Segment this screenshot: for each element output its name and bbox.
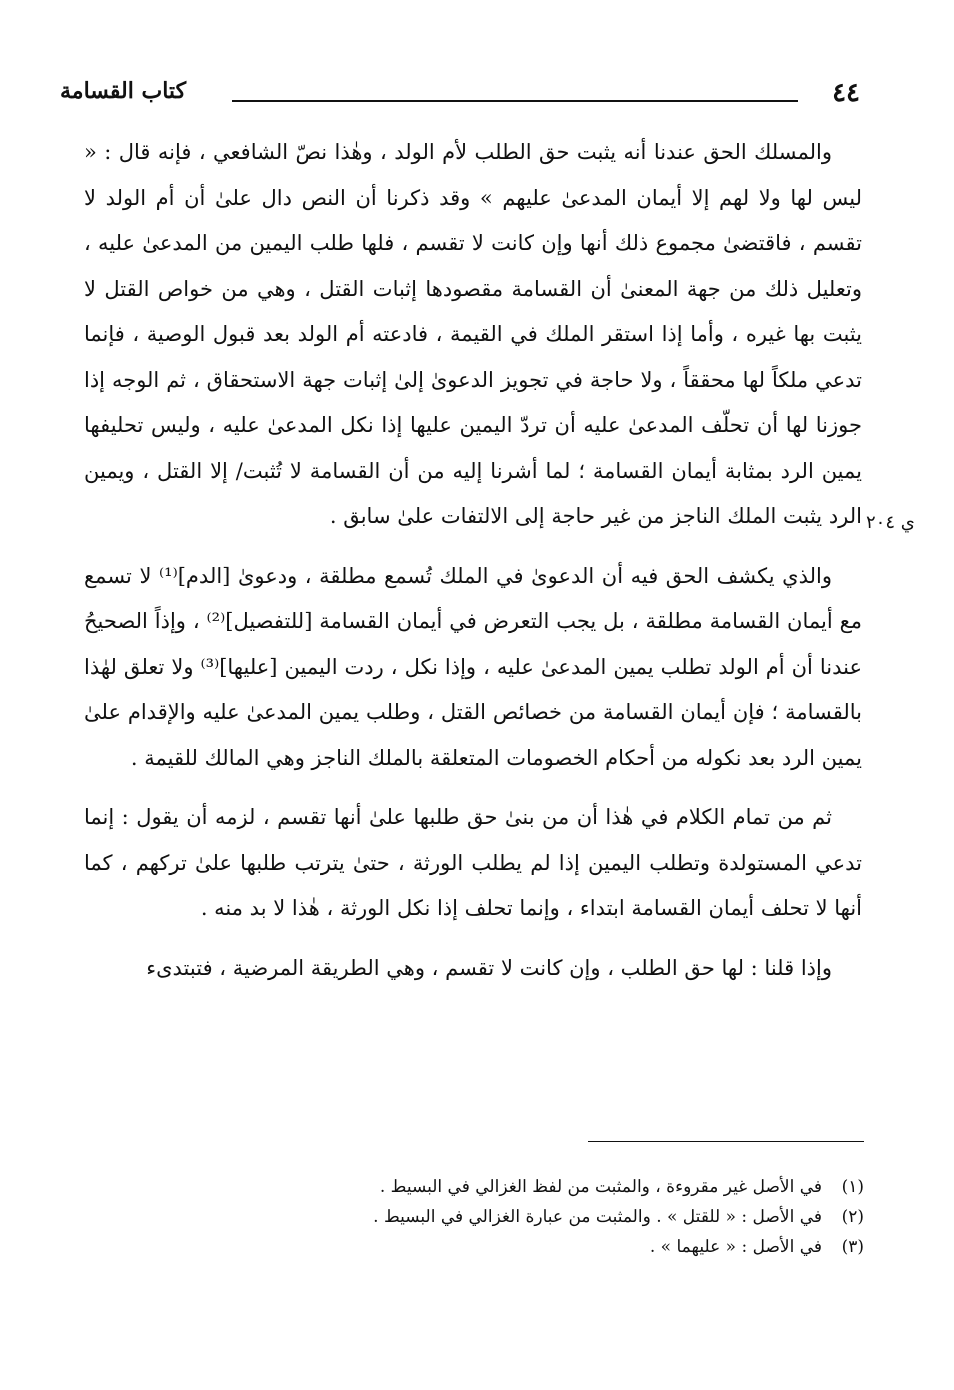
- text-line: إنما تدعي المستولدة وتطلب اليمين إذا لم يطلب الورثة ، حتىٰ يترتب طلبها علىٰ: [84, 805, 863, 875]
- footnote-item: [200, 1202, 864, 1232]
- footnote-number: (٢): [841, 1207, 864, 1227]
- footnote-separator: [588, 1141, 864, 1142]
- page-header: [60, 78, 860, 118]
- running-title: كتاب القسامة: [60, 78, 187, 104]
- text-line: المدعىٰ عليه ، وتعليل ذلك من جهة المعنىٰ أن القسامة مقصودها إثبات القتل ، وهي: [84, 231, 862, 301]
- text-line: وإذا قلنا : لها حق الطلب ، وإن كانت لا تقسم ، وهي الطريقة المرضية ، فتبتدىء: [146, 955, 832, 980]
- footnote-item: [200, 1172, 864, 1202]
- footnote-number: (٣): [841, 1237, 864, 1257]
- paragraph-1: [84, 130, 862, 540]
- margin-page-reference: ي ٢٠٤: [866, 512, 915, 533]
- text-line: [للتفصيل]⁽²⁾ ، وإذاً الصحيحُ عندنا أن أم الولد تطلب يمين المدعىٰ عليه ، وإذا نكل ،: [84, 609, 862, 679]
- text-line: والذي يكشف الحق فيه أن الدعوىٰ في الملك تُسمع مطلقة ، ودعوىٰ [الدم]⁽¹⁾: [151, 563, 832, 588]
- text-line: قال : « ليس لها ولا لهم إلا أيمان المدعىٰ عليهم » وقد ذكرنا أن النص دال علىٰ أن أم: [84, 140, 862, 210]
- footnote-number: (١): [841, 1177, 864, 1197]
- header-rule: [232, 100, 798, 102]
- paragraph-3: [84, 795, 862, 932]
- paragraph-2: [84, 554, 862, 782]
- text-line: الولد لا تقسم ، فاقتضىٰ مجموع ذلك أنها وإن كانت لا تقسم ، فلها طلب اليمين من: [84, 185, 862, 255]
- text-line: والمسلك الحق عندنا أنه يثبت حق الطلب لأم الولد ، وهٰذا نصّ الشافعي ، فإنه: [150, 140, 832, 164]
- text-line: بعد قبول الوصية ، فإنما تدعي ملكاً لها محققاً ، ولا حاجة في تجويز الدعوىٰ إلىٰ: [84, 322, 863, 392]
- footnote-text: في الأصل : « للقتل » . والمثبت من عبارة الغزالي في البسيط .: [373, 1207, 822, 1227]
- text-line: ردت اليمين [عليها]⁽³⁾ ولا تعلق لهٰذا بالقسامة ؛ فإن أيمان القسامة من خصائص: [84, 654, 863, 724]
- text-line: ثم من تمام الكلام في هٰذا أن من بنىٰ حق طلبها علىٰ أنها تقسم ، لزمه أن يقول :: [114, 805, 832, 829]
- paragraph-4: [84, 946, 862, 992]
- text-line: القتل ، وطلب يمين المدعىٰ عليه والإقدام علىٰ يمين الرد بعد نكوله من أحكام: [84, 700, 862, 770]
- footnotes: [200, 1172, 864, 1262]
- text-line: من خواص القتل لا يثبت بها غيره ، وأما إذا استقر الملك في القيمة ، فادعته أم الولد: [84, 276, 862, 346]
- text-line: لا بد منه .: [200, 896, 286, 920]
- text-line: إليه من أن القسامة لا تُثبت/ إلا القتل ، ويمين الرد يثبت الملك الناجز من غير حاجة: [84, 458, 862, 528]
- footnote-item: [200, 1232, 864, 1262]
- text-line: لا تسمع مع أيمان القسامة مطلقة ، بل يجب التعرض في أيمان القسامة: [84, 563, 862, 633]
- main-text: [84, 130, 862, 991]
- text-line: عليها إذا نكل المدعىٰ عليه ، وليس تحليفها يمين الرد بمثابة أيمان القسامة ؛ لما أشرنا: [84, 413, 863, 483]
- footnote-text: في الأصل غير مقروءة ، والمثبت من لفظ الغزالي في البسيط .: [379, 1177, 822, 1197]
- text-line: الخصومات المتعلقة بالملك الناجز وهي المالك للقيمة .: [130, 745, 599, 770]
- text-line: إثبات جهة الاستحقاق ، ثم الوجه إذا جوزنا لها أن تحلّف المدعىٰ عليه أن تردّ اليمين: [84, 367, 862, 437]
- text-line: إلى الالتفات علىٰ سابق .: [329, 504, 545, 528]
- footnote-text: في الأصل : « عليهما » .: [649, 1237, 822, 1257]
- text-line: تركهم ، كما أنها لا تحلف أيمان القسامة ابتداء ، وإنما تحلف إذا نكل الورثة ، هٰذا: [84, 850, 862, 920]
- page-number: ٤٤: [832, 78, 860, 108]
